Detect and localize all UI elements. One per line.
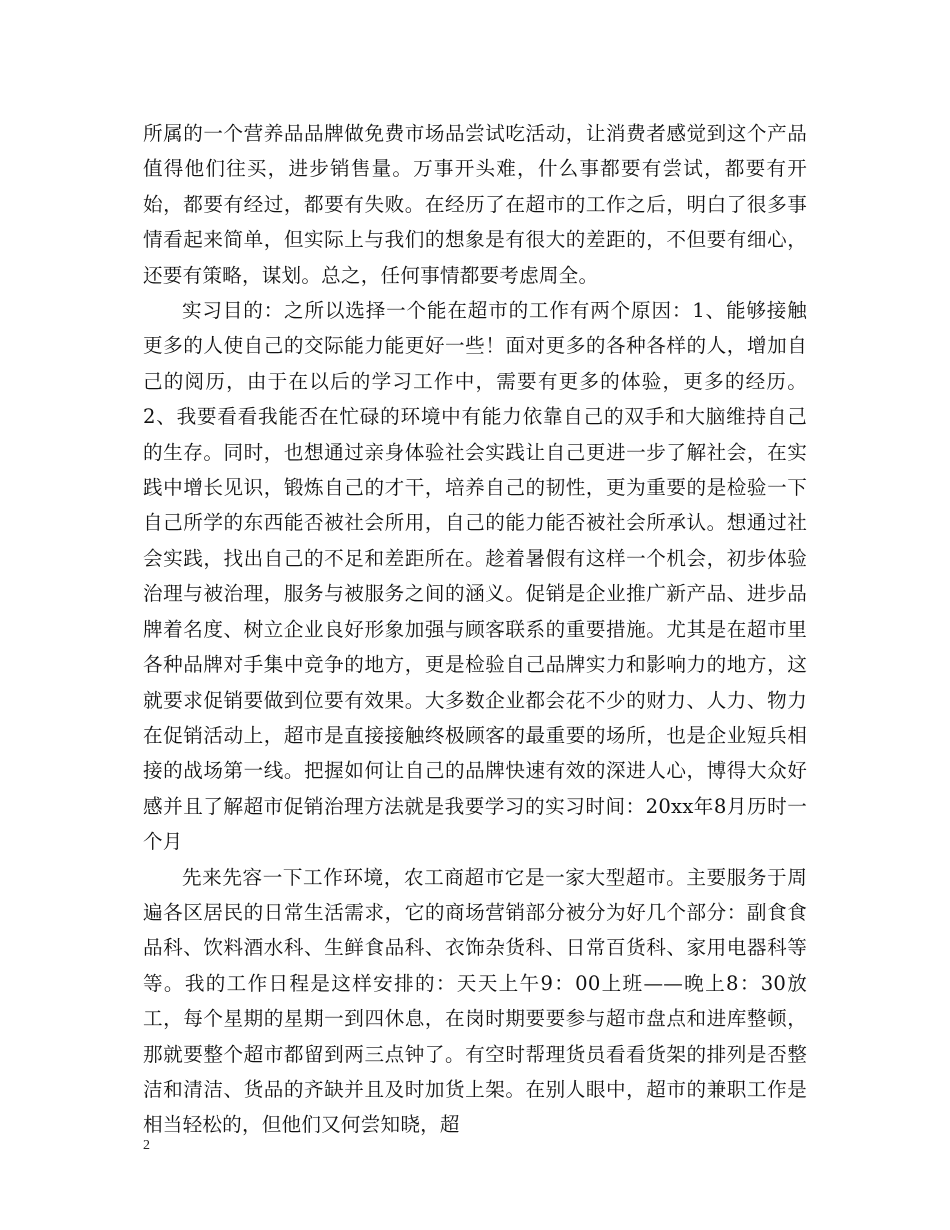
paragraph-internship-purpose: 实习目的：之所以选择一个能在超市的工作有两个原因：1、能够接触更多的人使自己的交际能力能更好一些！面对更多的各种各样的人，增加自己的阅历，由于在以后的学习工作中，需要有更多的体验，更多的经历。2、我要看看我能否在忙碌的环境中有能力依靠自己的双手和大脑维持自己的生存。同时，也想通过亲身体验社会实践让自己更进一步了解社会，在实践中增长见识，锻炼自己的才干，培养自己的韧性，更为重要的是检验一下自己所学的东西能否被社会所用，自己的能力能否被社会所承认。想通过社会实践，找出自己的不足和差距所在。趁着暑假有这样一个机会，初步体验治理与被治理，服务与被服务之间的涵义。促销是企业推广新产品、进步品牌着名度、树立企业良好形象加强与顾客联系的重要措施。尤其是在超市里各种品牌对手集中竞争的地方，更是检验自己品牌实力和影响力的地方，这就要求促销要做到位要有效果。大多数企业都会花不少的财力、人力、物力在促销活动上，超市是直接接触终极顾客的最重要的场所，也是企业短兵相接的战场第一线。把握如何让自己的品牌快速有效的深进人心，博得大众好感并且了解超市促销治理方法就是我要学习的实习时间：20xx年8月历时一个月	[143, 299, 807, 854]
paragraph-continuation: 所属的一个营养品品牌做免费市场品尝试吃活动，让消费者感觉到这个产品值得他们往买，进步销售量。万事开头难，什么事都要有尝试，都要有开始，都要有经过，都要有失败。在经历了在超市的工作之后，明白了很多事情看起来简单，但实际上与我们的想象是有很大的差距的，不但要有细心，还要有策略，谋划。总之，任何事情都要考虑周全。	[143, 122, 807, 287]
paragraph-work-environment: 先来先容一下工作环境，农工商超市它是一家大型超市。主要服务于周遍各区居民的日常生活需求，它的商场营销部分被分为好几个部分：副食食品科、饮料酒水科、生鲜食品科、衣饰杂货科、日常百货科、家用电器科等等。我的工作日程是这样安排的：天天上午9：00上班——晚上8：30放工，每个星期的星期一到四休息，在岗时期要要参与超市盘点和进库整顿，那就要整个超市都留到两三点钟了。有空时帮理货员看看货架的排列是否整洁和清洁、货品的齐缺并且及时加货上架。在别人眼中，超市的兼职工作是相当轻松的，但他们又何尝知晓，超	[143, 865, 807, 1137]
page-number: 2	[143, 1138, 150, 1153]
document-body	[143, 116, 807, 1143]
